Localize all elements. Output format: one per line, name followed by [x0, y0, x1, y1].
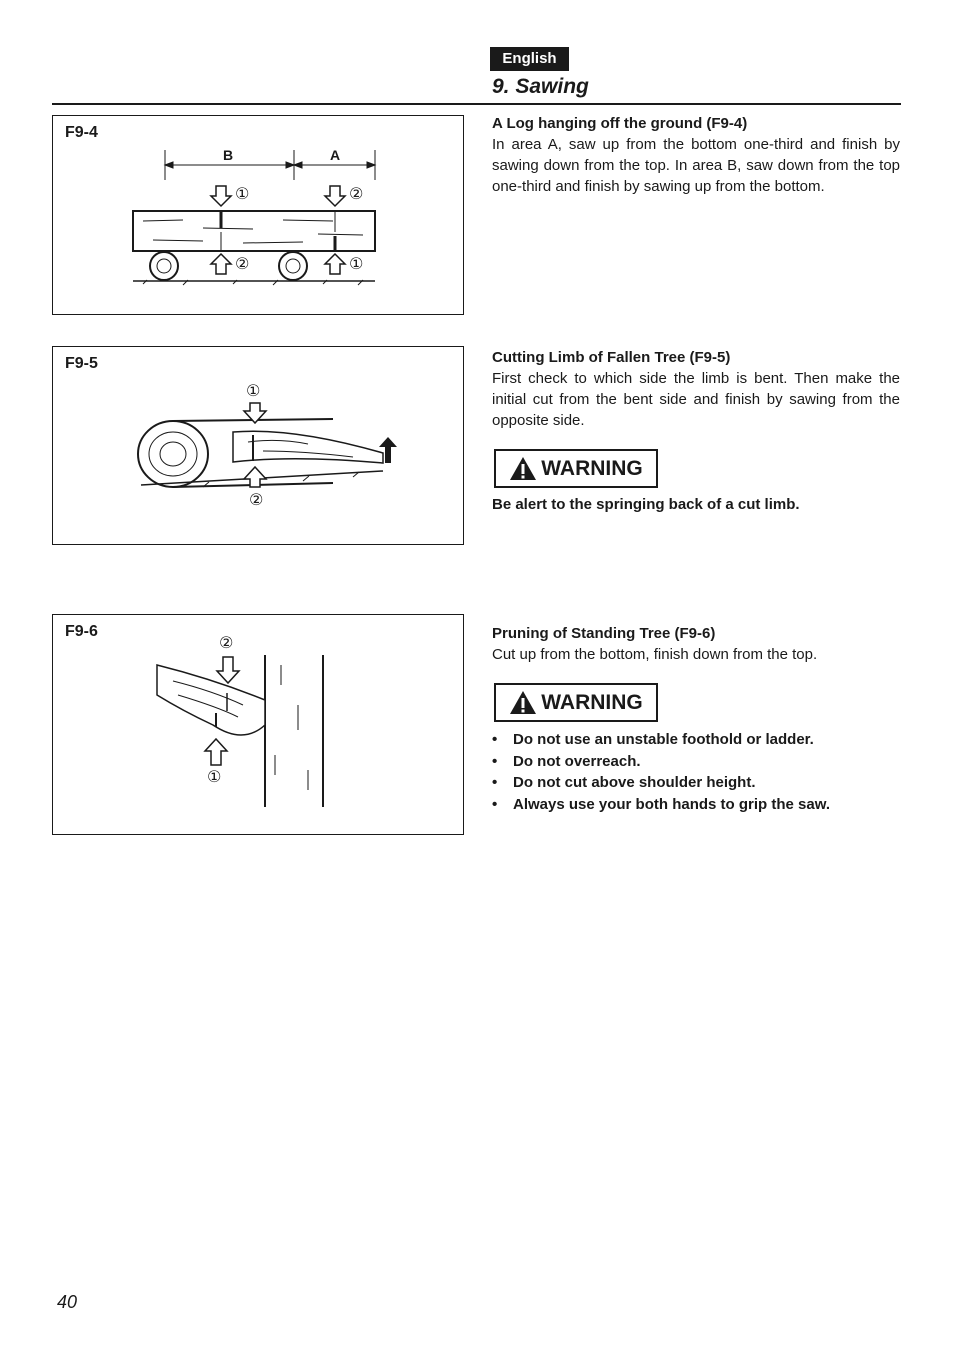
warning-box	[494, 683, 658, 722]
warning-box	[494, 449, 658, 488]
warning-label: WARNING	[541, 456, 643, 480]
section-heading: Cutting Limb of Fallen Tree (F9-5)	[492, 349, 731, 366]
mark-top-right: ②	[349, 186, 364, 203]
section-fallen-limb	[492, 347, 900, 431]
page-number: 40	[57, 1292, 78, 1312]
figure-f9-4	[52, 115, 464, 315]
section-title: 9. Sawing	[492, 75, 589, 98]
area-a-label: A	[330, 147, 341, 163]
section-heading: A Log hanging off the ground (F9-4)	[492, 115, 748, 132]
area-b-label: B	[223, 147, 234, 163]
mark-bottom: ①	[207, 769, 222, 786]
mark-top-left: ①	[235, 186, 250, 203]
warning-label: WARNING	[541, 690, 643, 714]
list-item: • Do not use an unstable foothold or ladder.	[492, 729, 912, 751]
figure-f9-6	[52, 614, 464, 835]
mark-bottom-right: ①	[349, 256, 364, 273]
warning-list	[492, 729, 912, 815]
section-body: First check to which side the limb is bent. Then make the initial cut from the bent side and finish by sawing from the opposite side.	[492, 370, 900, 429]
list-item: • Do not overreach.	[492, 751, 912, 773]
figure-f9-5	[52, 346, 464, 545]
language-badge: English	[490, 47, 569, 71]
section-pruning	[492, 623, 900, 665]
figure-label: F9-6	[65, 623, 98, 640]
mark-bottom: ②	[249, 492, 264, 509]
section-body: Cut up from the bottom, finish down from the top.	[492, 646, 818, 663]
figure-label: F9-4	[65, 124, 98, 141]
figure-label: F9-5	[65, 355, 98, 372]
list-item: • Do not cut above shoulder height.	[492, 772, 912, 794]
warning-icon	[509, 690, 537, 715]
standing-tree-illustration	[53, 615, 463, 834]
list-item: • Always use your both hands to grip the saw.	[492, 794, 912, 816]
header-rule	[52, 103, 901, 105]
section-heading: Pruning of Standing Tree (F9-6)	[492, 625, 716, 642]
warning-icon	[509, 456, 537, 481]
warning-text: Be alert to the springing back of a cut limb.	[492, 496, 800, 513]
section-log-hanging	[492, 113, 900, 197]
section-body: In area A, saw up from the bottom one-third and finish by sawing down from the top. In area B, saw down from the top one-third and finish by sawing up from the bottom.	[492, 136, 900, 195]
mark-top: ②	[219, 635, 234, 652]
mark-bottom-left: ②	[235, 256, 250, 273]
fallen-limb-illustration	[53, 347, 463, 544]
log-hanging-illustration	[53, 116, 463, 314]
mark-top: ①	[246, 383, 261, 400]
